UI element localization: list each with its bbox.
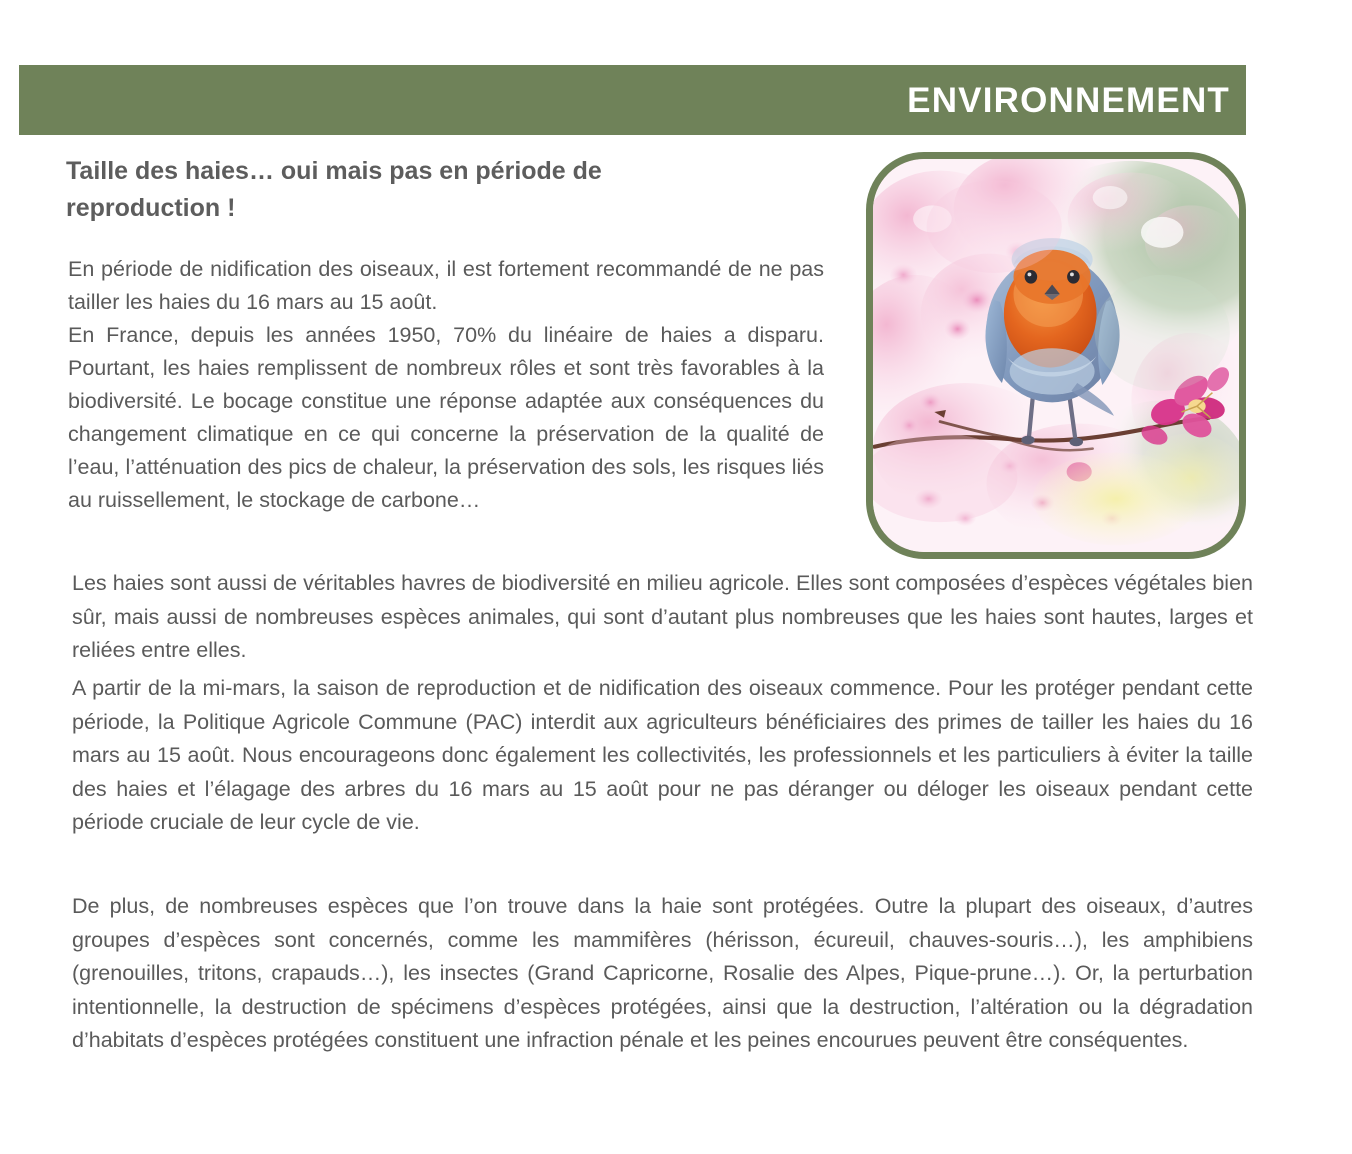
paragraph-especes-protegees-block xyxy=(72,890,1253,1058)
illustration-frame xyxy=(866,152,1246,559)
intro-paragraph-2: En France, depuis les années 1950, 70% du linéaire de haies a disparu. Pourtant, les haies remplissent de nombreux rôles et sont très favorables à la biodiversité. Le bocage constitue une réponse adaptée aux conséquences du changement climatique en ce qui concerne la préservation de la qualité de l’eau, l’atténuation des pics de chaleur, la préservation des sols, les risques liés au ruissellement, le stockage de carbone… xyxy=(68,323,824,512)
intro-paragraph-1: En période de nidification des oiseaux, il est fortement recommandé de ne pas tailler les haies du 16 mars au 15 août. xyxy=(68,257,824,314)
paragraph-pac-block xyxy=(72,672,1253,840)
article-headline: Taille des haies… oui mais pas en période de reproduction ! xyxy=(66,157,602,222)
section-banner xyxy=(19,65,1246,135)
paragraph-biodiversite: Les haies sont aussi de véritables havres de biodiversité en milieu agricole. Elles sont composées d’espèces végétales bien sûr, mais aussi de nombreuses espèces animales, qui sont d’autant plus nombreuses que les haies sont hautes, larges et reliées entre elles. xyxy=(72,571,1253,662)
article-illustration xyxy=(866,152,1246,559)
paragraph-especes-protegees: De plus, de nombreuses espèces que l’on trouve dans la haie sont protégées. Outre la plupart des oiseaux, d’autres groupes d’espèces sont concernés, comme les mammifères (hérisson, écureuil, chauves-souris…), les amphibiens (grenouilles, tritons, crapauds…), les insectes (Grand Capricorne, Rosalie des Alpes, Pique-prune…). Or, la perturbation intentionnelle, la destruction de spécimens d’espèces protégées, ainsi que la destruction, l’altération ou la dégradation d’habitats d’espèces protégées constituent une infraction pénale et les peines encourues peuvent être conséquentes. xyxy=(72,894,1253,1052)
paragraph-pac: A partir de la mi-mars, la saison de reproduction et de nidification des oiseaux commence. Pour les protéger pendant cette période, la Politique Agricole Commune (PAC) interdit aux agriculteurs bénéficiaires des primes de tailler les haies du 16 mars au 15 août. Nous encourageons donc également les collectivités, les professionnels et les particuliers à éviter la taille des haies et l’élagage des arbres du 16 mars au 15 août pour ne pas déranger ou déloger les oiseaux pendant cette période cruciale de leur cycle de vie. xyxy=(72,676,1253,834)
illustration-image xyxy=(873,159,1239,552)
section-banner-title: ENVIRONNEMENT xyxy=(907,80,1230,120)
article-intro-column xyxy=(68,253,824,517)
robin-watercolor-illustration xyxy=(873,159,1239,552)
paragraph-biodiversite-block xyxy=(72,567,1253,668)
